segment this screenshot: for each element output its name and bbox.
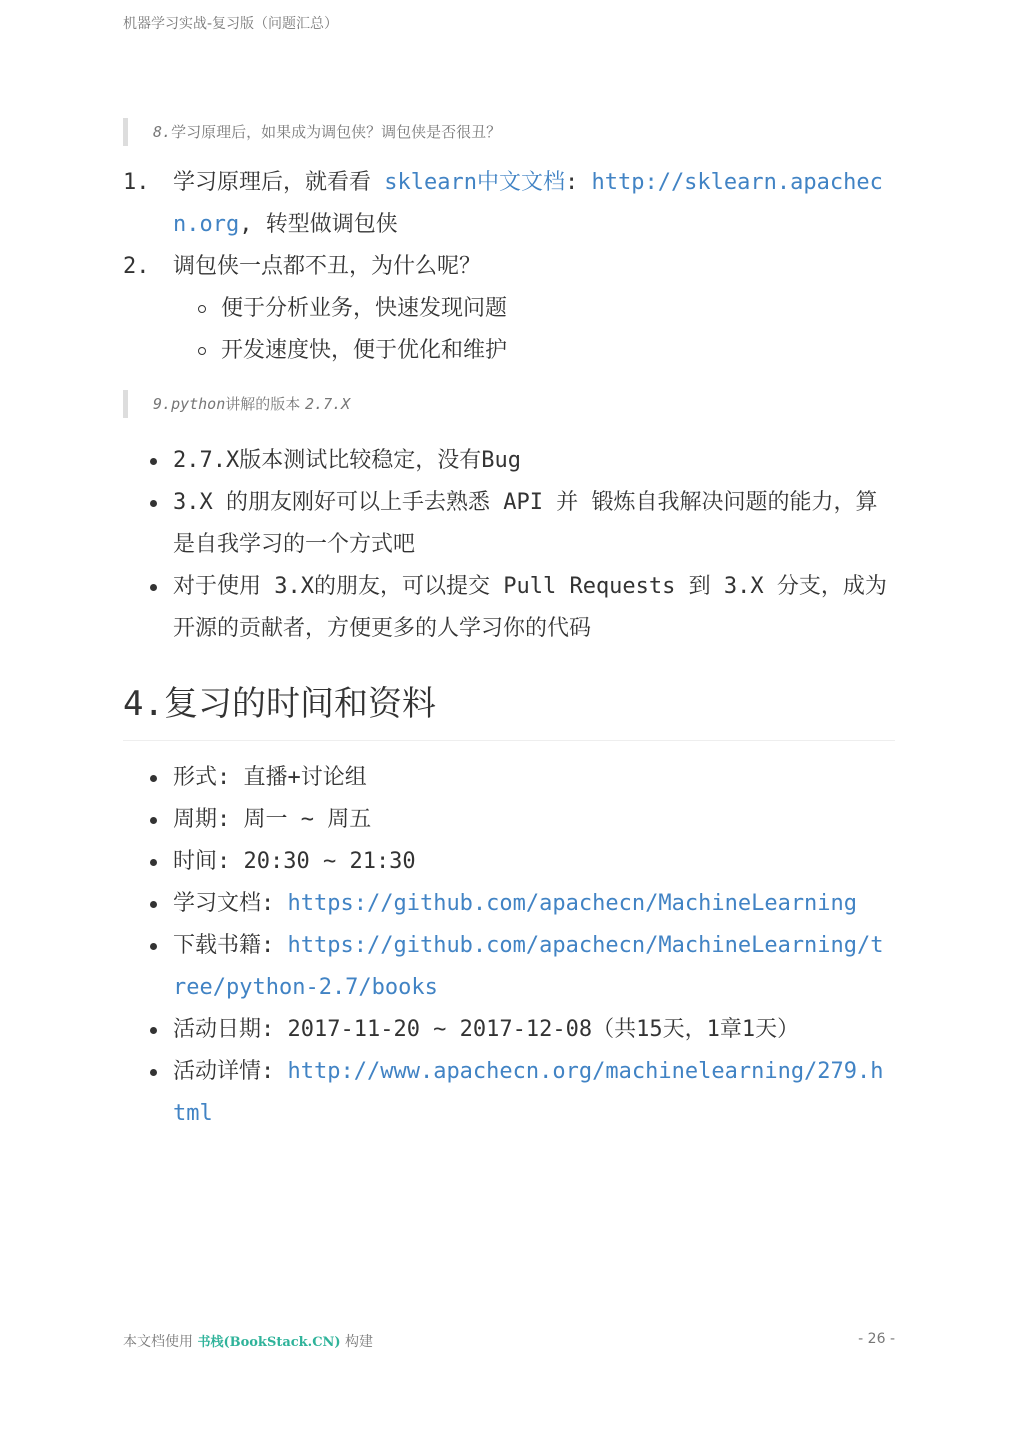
details-label: 活动详情:: [173, 1059, 288, 1084]
docs-link[interactable]: https://github.com/apachecn/MachineLearning: [287, 891, 858, 916]
blockquote-question-9: [123, 390, 895, 418]
list-item-time: 时间: 20:30 ~ 21:30: [123, 841, 895, 883]
footer-credit: 本文档使用 书栈(BookStack.CN) 构建: [123, 1334, 374, 1350]
ordered-list-item-1: [123, 162, 895, 246]
list-item-docs: [123, 883, 895, 925]
section-heading: [123, 682, 895, 741]
section-title: 复习的时间和资料: [163, 684, 436, 724]
docs-label: 学习文档:: [173, 891, 288, 916]
ordered-list-item-2: [123, 246, 895, 372]
bookstack-brand-link[interactable]: 书栈(BookStack.CN): [197, 1335, 341, 1350]
item-text: 调包侠一点都不丑，为什么呢？: [173, 254, 482, 279]
circle-bullet-icon: [173, 330, 221, 372]
bullet-icon: [123, 799, 173, 841]
nested-list: [173, 288, 895, 372]
sklearn-docs-link[interactable]: sklearn中文文档: [384, 170, 565, 195]
page-footer: [123, 1331, 895, 1351]
document-title: 机器学习实战-复习版（问题汇总）: [123, 16, 339, 32]
list-item: 3.X 的朋友刚好可以上手去熟悉 API 并 锻炼自我解决问题的能力，算是自我学习的一个方式吧: [123, 482, 895, 566]
bullet-icon: [123, 1009, 173, 1051]
section-number: 4.: [123, 684, 164, 724]
bullet-icon: [123, 883, 173, 925]
bullet-icon: [123, 1051, 173, 1135]
question-number: 9.: [153, 395, 172, 413]
bullet-icon: [123, 841, 173, 883]
schedule-list: [123, 757, 895, 1135]
blockquote-question-8: [123, 118, 895, 146]
question-text: 讲解的版本: [225, 395, 306, 413]
question-text: 学习原理后，如果成为调包侠？调包侠是否很丑？: [171, 123, 502, 141]
list-number: 2.: [123, 254, 150, 279]
python-term: python: [171, 395, 226, 413]
circle-bullet-icon: [173, 288, 221, 330]
bullet-icon: [123, 925, 173, 1009]
list-item: 2.7.X版本测试比较稳定，没有Bug: [123, 440, 895, 482]
list-item-dates: 活动日期: 2017-11-20 ~ 2017-12-08（共15天，1章1天）: [123, 1009, 895, 1051]
list-item-form: 形式: 直播+讨论组: [123, 757, 895, 799]
version-notes-list: [123, 440, 895, 650]
page-header: [123, 13, 338, 33]
colon-text: :: [564, 170, 592, 195]
bullet-icon: [123, 566, 173, 650]
details-link[interactable]: http://www.apachecn.org/machinelearning/279.html: [173, 1059, 884, 1126]
nested-list-item: 开发速度快，便于优化和维护: [173, 330, 895, 372]
nested-list-item: 便于分析业务，快速发现问题: [173, 288, 895, 330]
list-item: 对于使用 3.X的朋友，可以提交 Pull Requests 到 3.X 分支，成为开源的贡献者，方便更多的人学习你的代码: [123, 566, 895, 650]
question-number: 8.: [153, 123, 172, 141]
page-number: - 26 -: [858, 1331, 895, 1347]
books-link[interactable]: https://github.com/apachecn/MachineLearning/tree/python-2.7/books: [173, 933, 884, 1000]
sklearn-url-link[interactable]: http://sklearn.apachecn.org: [173, 170, 883, 237]
list-item-books: [123, 925, 895, 1009]
item-text-tail: , 转型做调包侠: [239, 212, 398, 237]
version-text: 2.7.X: [305, 395, 351, 413]
page-content: [123, 118, 895, 1135]
bullet-icon: [123, 440, 173, 482]
ordered-list: [123, 162, 895, 372]
books-label: 下载书籍:: [173, 933, 288, 958]
list-number: 1.: [123, 170, 150, 195]
bullet-icon: [123, 757, 173, 799]
list-item-details: [123, 1051, 895, 1135]
item-text: 学习原理后，就看看: [173, 170, 385, 195]
list-item-period: 周期: 周一 ~ 周五: [123, 799, 895, 841]
bullet-icon: [123, 482, 173, 566]
